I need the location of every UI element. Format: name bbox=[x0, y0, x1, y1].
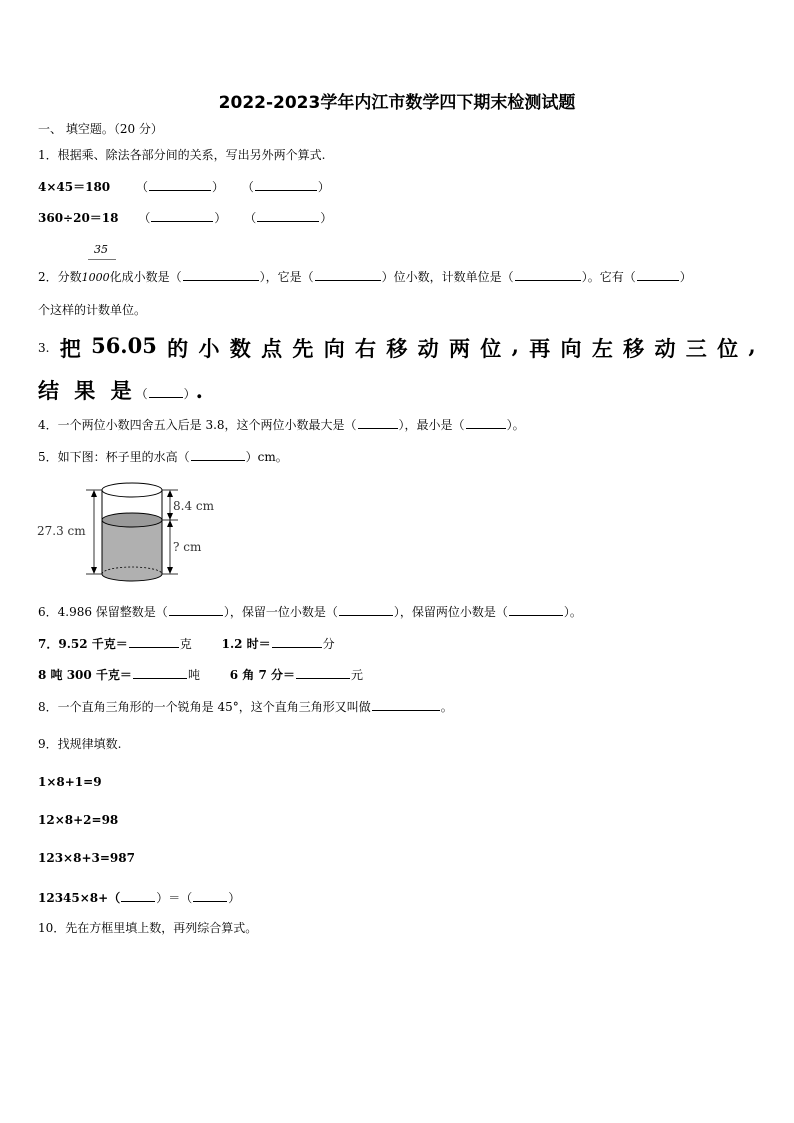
question-3-word: 数 bbox=[229, 336, 251, 361]
question-2-line-2: 个这样的计数单位。 bbox=[38, 303, 147, 317]
pattern-line-2: 12×8+2=98 bbox=[38, 813, 119, 827]
answer-blank[interactable] bbox=[358, 416, 398, 429]
question-4: 4．一个两位小数四舍五入后是 3.8，这个两位小数最大是（ ），最小是（ ）。 bbox=[38, 418, 525, 432]
section-heading: 一、 填空题。（20 分） bbox=[38, 122, 163, 136]
question-3-word: 56.05 bbox=[91, 333, 157, 358]
answer-blank[interactable] bbox=[169, 603, 223, 616]
answer-blank[interactable] bbox=[129, 635, 179, 648]
question-3-word: 向 bbox=[560, 336, 582, 361]
equation-1: 4×45＝180 bbox=[38, 180, 111, 194]
question-3-word: 的 bbox=[167, 336, 189, 361]
question-8: 8．一个直角三角形的一个锐角是 45°，这个直角三角形又叫做 。 bbox=[38, 700, 453, 714]
question-3-word: 移 bbox=[623, 336, 645, 361]
question-3-word: 把 bbox=[59, 336, 81, 361]
water-fill bbox=[102, 520, 162, 581]
label-empty-height: 8.4 cm bbox=[173, 499, 214, 513]
cup-rim bbox=[102, 483, 162, 497]
answer-blank[interactable] bbox=[149, 178, 211, 191]
question-3-word: 点 bbox=[261, 336, 283, 361]
answer-blank[interactable] bbox=[296, 666, 350, 679]
label-water-height: ? cm bbox=[173, 540, 202, 554]
question-3-word: 再 bbox=[529, 336, 551, 361]
question-3-word: , bbox=[511, 333, 519, 358]
water-surface bbox=[102, 513, 162, 527]
question-1-row-1: 4×45＝180 （ ） （ ） bbox=[38, 180, 330, 194]
question-1: 1．根据乘、除法各部分间的关系，写出另外两个算式. bbox=[38, 148, 326, 162]
question-3-word: 动 bbox=[417, 336, 439, 361]
answer-blank[interactable] bbox=[255, 178, 317, 191]
answer-blank[interactable] bbox=[121, 889, 155, 902]
question-2: 2．分数1000化成小数是（ ），它是（ ）位小数，计数单位是（ ）。它有（ ） bbox=[38, 270, 692, 284]
answer-blank[interactable] bbox=[339, 603, 393, 616]
question-3-word: 动 bbox=[654, 336, 676, 361]
question-3-line-2: 结 果 是（ ）. bbox=[38, 378, 203, 403]
question-3-word: 小 bbox=[198, 336, 220, 361]
pattern-line-1: 1×8+1=9 bbox=[38, 775, 102, 789]
question-3-word: 位 bbox=[717, 336, 739, 361]
answer-blank[interactable] bbox=[193, 889, 227, 902]
question-3-word: 移 bbox=[386, 336, 408, 361]
question-3-word: 左 bbox=[591, 336, 613, 361]
pattern-line-4: 12345×8+（ ）＝（ ） bbox=[38, 891, 241, 905]
question-3-word: 位 bbox=[480, 336, 502, 361]
question-7-row-1: 7．9.52 千克＝ 克 1.2 时＝ 分 bbox=[38, 637, 335, 651]
answer-blank[interactable] bbox=[466, 416, 506, 429]
question-3-word: 先 bbox=[292, 336, 314, 361]
answer-blank[interactable] bbox=[509, 603, 563, 616]
question-1-row-2: 360÷20＝18 （ ） （ ） bbox=[38, 211, 333, 225]
pattern-line-3: 123×8+3=987 bbox=[38, 851, 135, 865]
answer-blank[interactable] bbox=[133, 666, 187, 679]
question-3-word: 两 bbox=[448, 336, 470, 361]
answer-blank[interactable] bbox=[257, 209, 319, 222]
fraction-bar bbox=[88, 259, 116, 260]
cup-diagram bbox=[36, 478, 236, 586]
label-total-height: 27.3 cm bbox=[37, 524, 86, 538]
question-3-word: 三 bbox=[685, 336, 707, 361]
question-6: 6．4.986 保留整数是（ ），保留一位小数是（ ），保留两位小数是（ ）。 bbox=[38, 605, 582, 619]
fraction-numerator: 35 bbox=[94, 243, 108, 256]
fraction-denominator: 1000 bbox=[81, 271, 110, 284]
question-10: 10．先在方框里填上数，再列综合算式。 bbox=[38, 921, 258, 935]
equation-2: 360÷20＝18 bbox=[38, 211, 119, 225]
answer-blank[interactable] bbox=[151, 209, 213, 222]
answer-blank[interactable] bbox=[272, 635, 322, 648]
question-3-word: 向 bbox=[323, 336, 345, 361]
question-7-row-2: 8 吨 300 千克＝ 吨 6 角 7 分＝ 元 bbox=[38, 668, 364, 682]
question-5: 5．如下图：杯子里的水高（ ）cm。 bbox=[38, 450, 288, 464]
answer-blank[interactable] bbox=[315, 268, 381, 281]
answer-blank[interactable] bbox=[515, 268, 581, 281]
question-3-word: 3. bbox=[38, 341, 50, 355]
question-3-line-1 bbox=[38, 333, 756, 363]
answer-blank[interactable] bbox=[149, 385, 183, 398]
answer-blank[interactable] bbox=[191, 448, 245, 461]
question-9: 9．找规律填数. bbox=[38, 737, 122, 751]
answer-blank[interactable] bbox=[637, 268, 679, 281]
page-title: 2022-2023学年内江市数学四下期末检测试题 bbox=[218, 93, 576, 113]
question-3-word: 右 bbox=[355, 336, 377, 361]
question-3-word: , bbox=[748, 333, 756, 358]
answer-blank[interactable] bbox=[183, 268, 259, 281]
answer-blank[interactable] bbox=[372, 698, 440, 711]
